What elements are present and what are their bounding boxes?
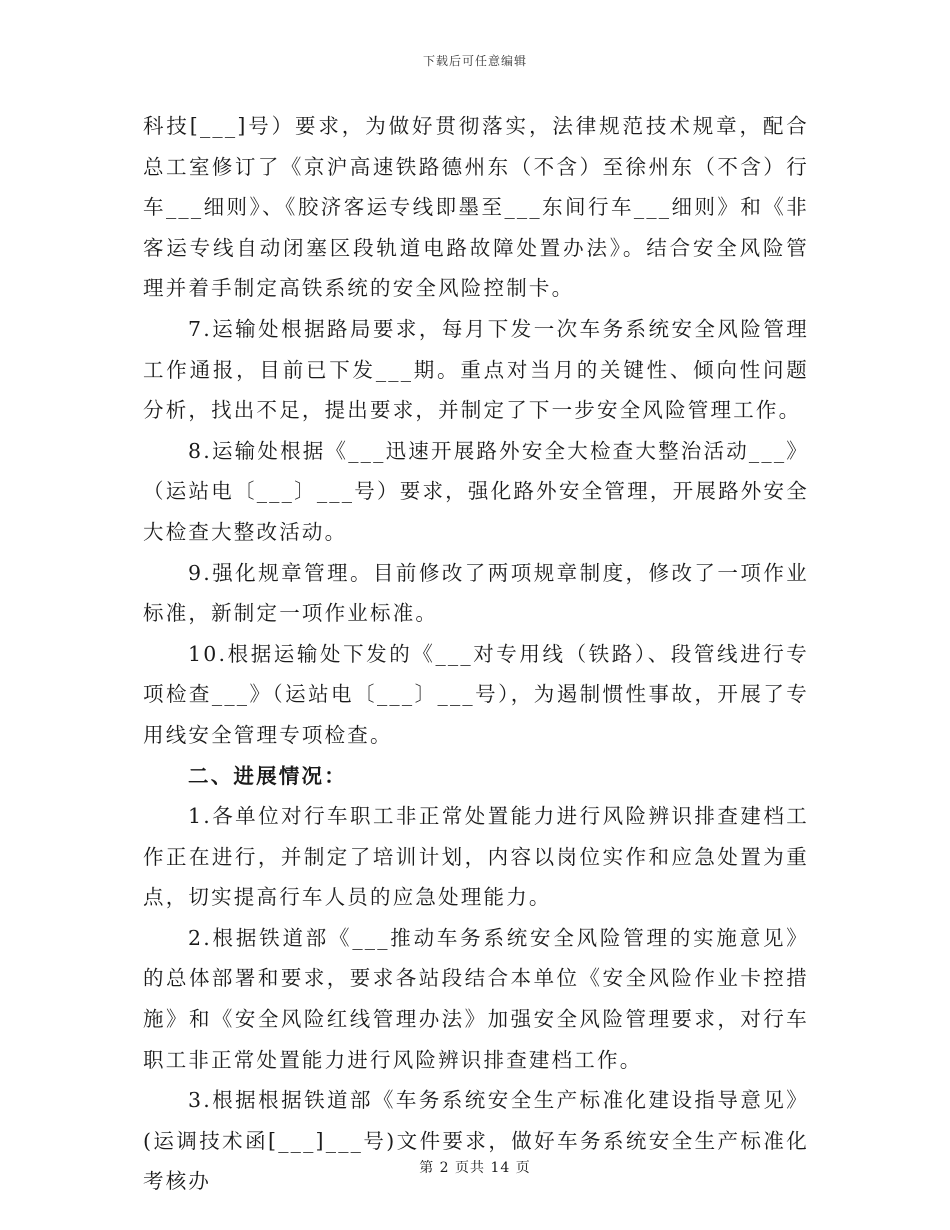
paragraph-item-10: 10.根据运输处下发的《___对专用线（铁路）、段管线进行专项检查___》（运站电〔___〕___号），为遏制惯性事故，开展了专用线安全管理专项检查。 [143,641,809,747]
paragraph-item-7: 7.运输处根据路局要求，每月下发一次车务系统安全风险管理工作通报，目前已下发___期。重点对当月的关键性、倾向性问题分析，找出不足，提出要求，并制定了下一步安全风险管理工作。 [143,316,809,423]
page-footer: 第 2 页共 14 页 [419,1160,531,1176]
paragraph-item-9: 9.强化规章管理。目前修改了两项规章制度，修改了一项作业标准，新制定一项作业标准。 [143,560,809,626]
paragraph-progress-3: 3.根据根据铁道部《车务系统安全生产标准化建设指导意见》(运调技术函[___]___号)文件要求，做好车务系统安全生产标准化考核办 [143,1088,809,1194]
section-heading-progress: 二、进展情况： [188,763,347,788]
document-body [143,106,809,1202]
paragraph-progress-1: 1.各单位对行车职工非正常处置能力进行风险辨识排查建档工作正在进行，并制定了培训计划，内容以岗位实作和应急处置为重点，切实提高行车人员的应急处理能力。 [143,804,809,910]
page-header: 下载后可任意编辑 [422,54,527,68]
paragraph-continued: 科技[___]号）要求，为做好贯彻落实，法律规范技术规章，配合总工室修订了《京沪高速铁路德州东（不含）至徐州东（不含）行车___细则》、《胶济客运专线即墨至___东间行车___细则》和《非客运专线自动闭塞区段轨道电路故障处置办法》。结合安全风险管理并着手制定高铁系统的安全风险控制卡。 [143,114,809,301]
paragraph-progress-2: 2.根据铁道部《___推动车务系统安全风险管理的实施意见》的总体部署和要求，要求各站段结合本单位《安全风险作业卡控措施》和《安全风险红线管理办法》加强安全风险管理要求，对行车职工非正常处置能力进行风险辨识排查建档工作。 [143,925,809,1072]
paragraph-item-8: 8.运输处根据《___迅速开展路外安全大检查大整治活动___》（运站电〔___〕___号）要求，强化路外安全管理，开展路外安全大检查大整改活动。 [143,438,809,544]
